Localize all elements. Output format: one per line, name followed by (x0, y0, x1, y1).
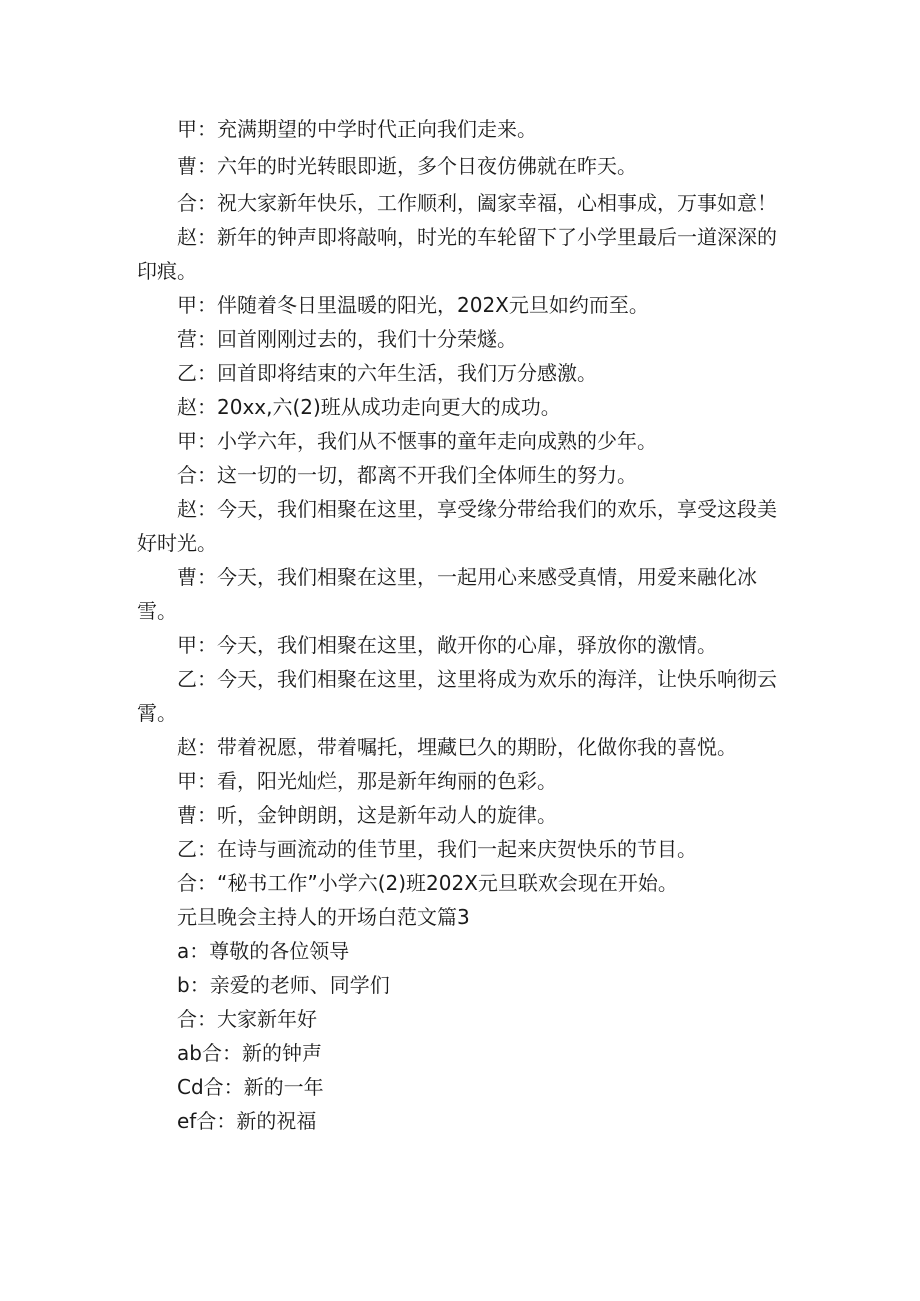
dialogue-line: 赵：今天，我们相聚在这里，享受缘分带给我们的欢乐，享受这段美好时光。 (137, 497, 777, 555)
dialogue-line: 乙：回首即将结束的六年生活，我们万分感激。 (177, 361, 597, 385)
section-heading: 元旦晚会主持人的开场白范文篇3 (177, 905, 470, 929)
dialogue-line: 赵：带着祝愿，带着嘱托，埋藏巳久的期盼，化做你我的喜悦。 (177, 735, 737, 759)
dialogue-line: 合：祝大家新年快乐，工作顺利，阖家幸福，心相事成，万事如意！ (177, 191, 777, 215)
document-body (137, 112, 784, 1138)
dialogue-line: 甲：充满期望的中学时代正向我们走来。 (177, 117, 537, 141)
dialogue-line: 营：回首刚刚过去的，我们十分荣燧。 (177, 327, 517, 351)
dialogue-line: a：尊敬的各位领导 (177, 939, 350, 963)
dialogue-line: 曹：听，金钟朗朗，这是新年动人的旋律。 (177, 803, 557, 827)
dialogue-line: ef合：新的祝福 (177, 1109, 317, 1133)
dialogue-line: ab合：新的钟声 (177, 1041, 322, 1065)
dialogue-line: b：亲爱的老师、同学们 (177, 973, 390, 997)
dialogue-line: 合：“秘书工作”小学六(2)班202X元旦联欢会现在开始。 (177, 871, 678, 895)
dialogue-line: 赵：新年的钟声即将敲响，时光的车轮留下了小学里最后一道深深的印痕。 (137, 225, 777, 283)
dialogue-line: 甲：小学六年，我们从不惬事的童年走向成熟的少年。 (177, 429, 657, 453)
dialogue-line: 甲：今天，我们相聚在这里，敞开你的心扉，驿放你的激情。 (177, 633, 717, 657)
dialogue-line: 赵：20xx,六(2)班从成功走向更大的成功。 (177, 395, 561, 419)
dialogue-line: 乙：今天，我们相聚在这里，这里将成为欢乐的海洋，让快乐响彻云霄。 (137, 667, 777, 725)
dialogue-line: 合：这一切的一切，都离不开我们全体师生的努力。 (177, 463, 637, 487)
dialogue-line: 曹：今天，我们相聚在这里，一起用心来感受真情，用爱来融化冰雪。 (137, 565, 757, 623)
dialogue-line: 甲：看，阳光灿烂，那是新年绚丽的色彩。 (177, 769, 557, 793)
dialogue-line: Cd合：新的一年 (177, 1075, 324, 1099)
dialogue-line: 甲：伴随着冬日里温暖的阳光，202X元旦如约而至。 (177, 293, 649, 317)
dialogue-line: 曹：六年的时光转眼即逝，多个日夜仿佛就在昨天。 (177, 154, 637, 178)
dialogue-line: 合：大家新年好 (177, 1007, 317, 1031)
dialogue-line: 乙：在诗与画流动的佳节里，我们一起来庆贺快乐的节目。 (177, 837, 697, 861)
